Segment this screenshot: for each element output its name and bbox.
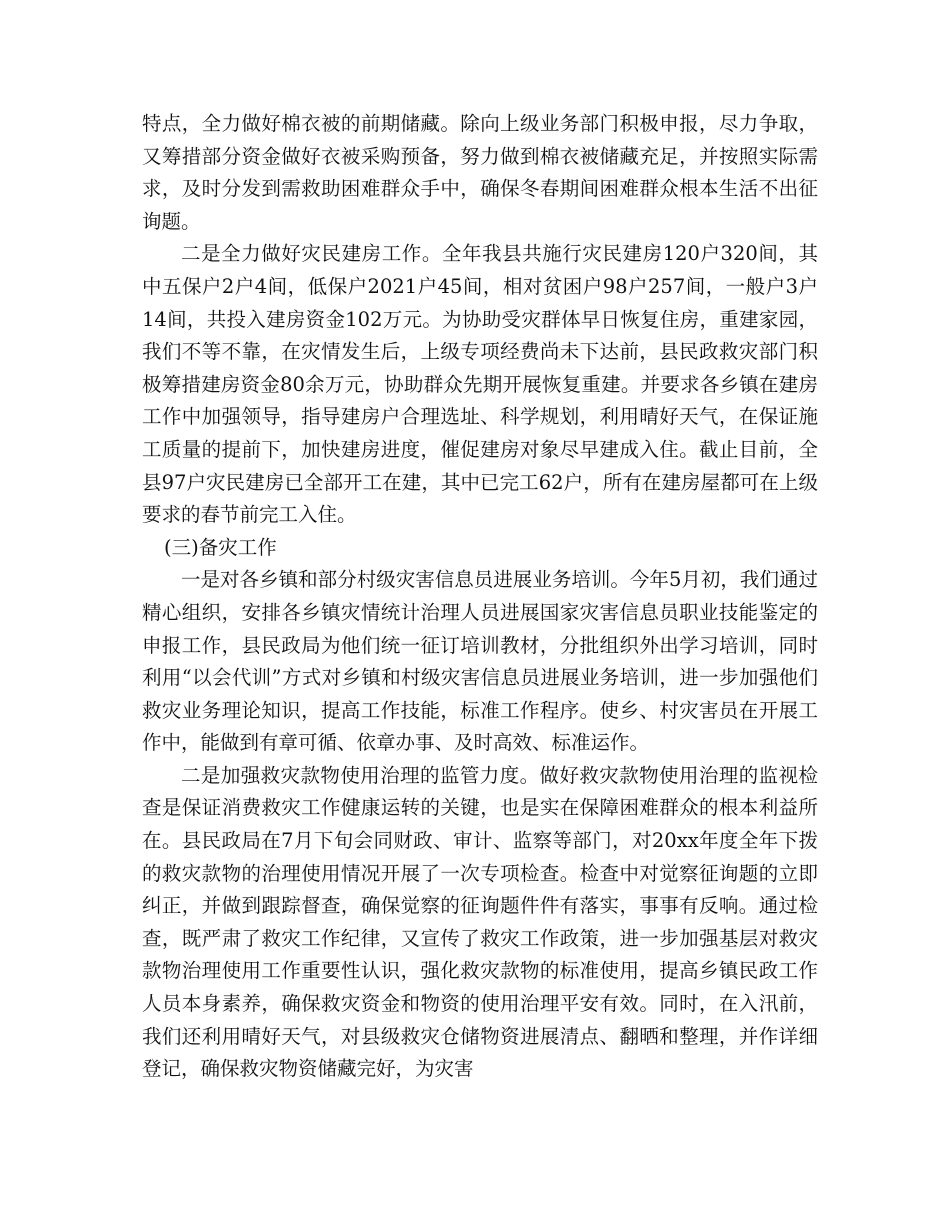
document-body — [142, 108, 818, 1086]
paragraph-relief-supervision: 二是加强救灾款物使用治理的监管力度。做好救灾款物使用治理的监视检查是保证消费救灾工作健康运转的关键，也是实在保障困难群众的根本利益所在。县民政局在7月下旬会同财政、审计、监察等部门，对20xx年度全年下拨的救灾款物的治理使用情况开展了一次专项检查。检查中对觉察征询题的立即纠正，并做到跟踪督查，确保觉察的征询题件件有落实，事事有反响。通过检查，既严肃了救灾工作纪律，又宣传了救灾工作政策，进一步加强基层对救灾款物治理使用工作重要性认识，强化救灾款物的标准使用，提高乡镇民政工作人员本身素养，确保救灾资金和物资的使用治理平安有效。同时，在入汛前，我们还利用晴好天气，对县级救灾仓储物资进展清点、翻晒和整理，并作详细登记，确保救灾物资储藏完好，为灾害 — [142, 763, 818, 1081]
paragraph-information-officer-training: 一是对各乡镇和部分村级灾害信息员进展业务培训。今年5月初，我们通过精心组织，安排各乡镇灾情统计治理人员进展国家灾害信息员职业技能鉴定的申报工作，县民政局为他们统一征订培训教材，分批组织外出学习培训，同时利用“以会代训”方式对乡镇和村级灾害信息员进展业务培训，进一步加强他们救灾业务理论知识，提高工作技能，标准工作程序。使乡、村灾害员在开展工作中，能做到有章可循、依章办事、及时高效、标准运作。 — [142, 568, 818, 755]
section-heading-disaster-preparedness: (三)备灾工作 — [164, 535, 277, 559]
paragraph-winter-clothing: 特点，全力做好棉衣被的前期储藏。除向上级业务部门积极申报，尽力争取，又筹措部分资金做好衣被采购预备，努力做到棉衣被储藏充足，并按照实际需求，及时分发到需救助困难群众手中，确保冬春期间困难群众根本生活不出征询题。 — [142, 112, 818, 233]
paragraph-housing-reconstruction: 二是全力做好灾民建房工作。全年我县共施行灾民建房120户320间，其中五保户2户4间，低保户2021户45间，相对贫困户98户257间，一般户3户14间，共投入建房资金102万元。为协助受灾群体早日恢复住房，重建家园，我们不等不靠，在灾情发生后，上级专项经费尚未下达前，县民政救灾部门积极筹措建房资金80余万元，协助群众先期开展恢复重建。并要求各乡镇在建房工作中加强领导，指导建房户合理选址、科学规划，利用晴好天气，在保证施工质量的提前下，加快建房进度，催促建房对象尽早建成入住。截止目前，全县97户灾民建房已全部开工在建，其中已完工62户，所有在建房屋都可在上级要求的春节前完工入住。 — [142, 242, 818, 527]
